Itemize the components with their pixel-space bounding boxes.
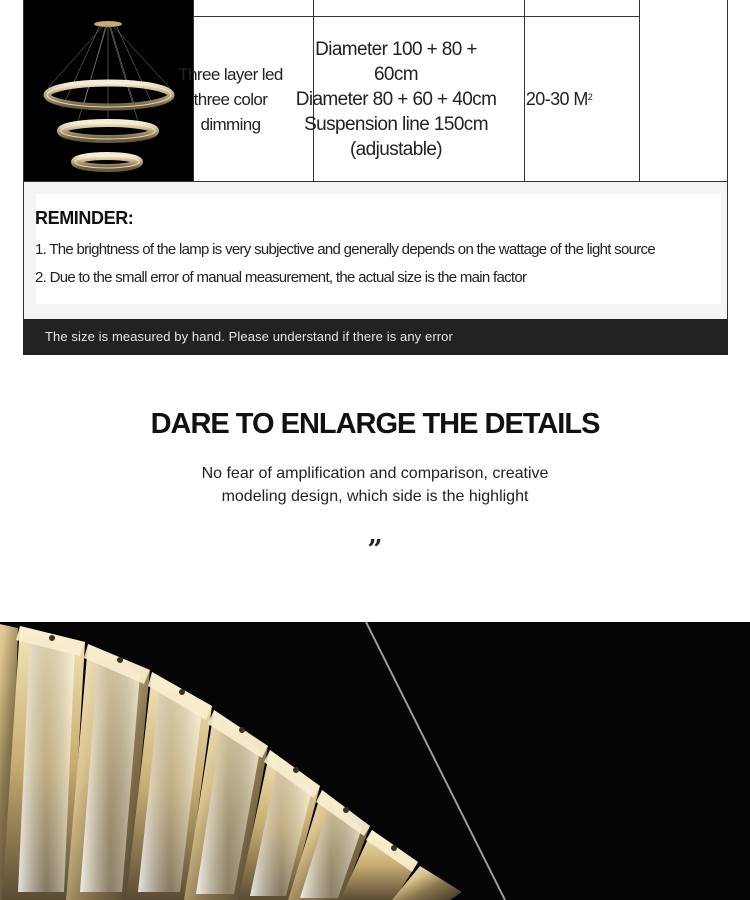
reminder-title: REMINDER:: [35, 208, 134, 228]
feature-headline: DARE TO ENLARGE THE DETAILS: [150, 408, 600, 440]
feature-subline: No fear of amplification and comparison, creative: [201, 465, 549, 482]
table-divider: [193, 16, 640, 17]
quote-mark-icon: ”: [367, 535, 383, 565]
spec-table: [23, 0, 728, 182]
area-unit-superscript: 2: [587, 92, 593, 102]
size-cell: [291, 18, 501, 181]
size-line: Diameter 100 + 80 + 60cm: [315, 39, 477, 85]
reminder-section: [23, 182, 728, 319]
crystal-closeup-photo: [0, 622, 750, 900]
reminder-item: 2. Due to the small error of manual measurement, the actual size is the main factor: [35, 269, 527, 286]
light-mode-line: dimming: [200, 115, 261, 134]
reminder-item: 1. The brightness of the lamp is very subjective and generally depends on the wattage of the light source: [35, 241, 655, 258]
size-line: Diameter 80 + 60 + 40cm: [295, 89, 497, 110]
table-divider: [639, 0, 640, 181]
light-mode-line: three color: [193, 90, 268, 109]
feature-subline: modeling design, which side is the highlight: [221, 488, 529, 505]
area-cell: [502, 18, 616, 181]
area-value: 20-30 M: [525, 89, 588, 109]
light-mode-cell: [171, 18, 290, 181]
chandelier-thumbnail: [24, 0, 193, 181]
size-line: Suspension line 150cm: [304, 114, 488, 135]
measurement-note-bar: The size is measured by hand. Please understand if there is any error: [23, 319, 728, 355]
size-line: (adjustable): [349, 139, 443, 160]
light-mode-line: Three layer led: [178, 65, 283, 84]
